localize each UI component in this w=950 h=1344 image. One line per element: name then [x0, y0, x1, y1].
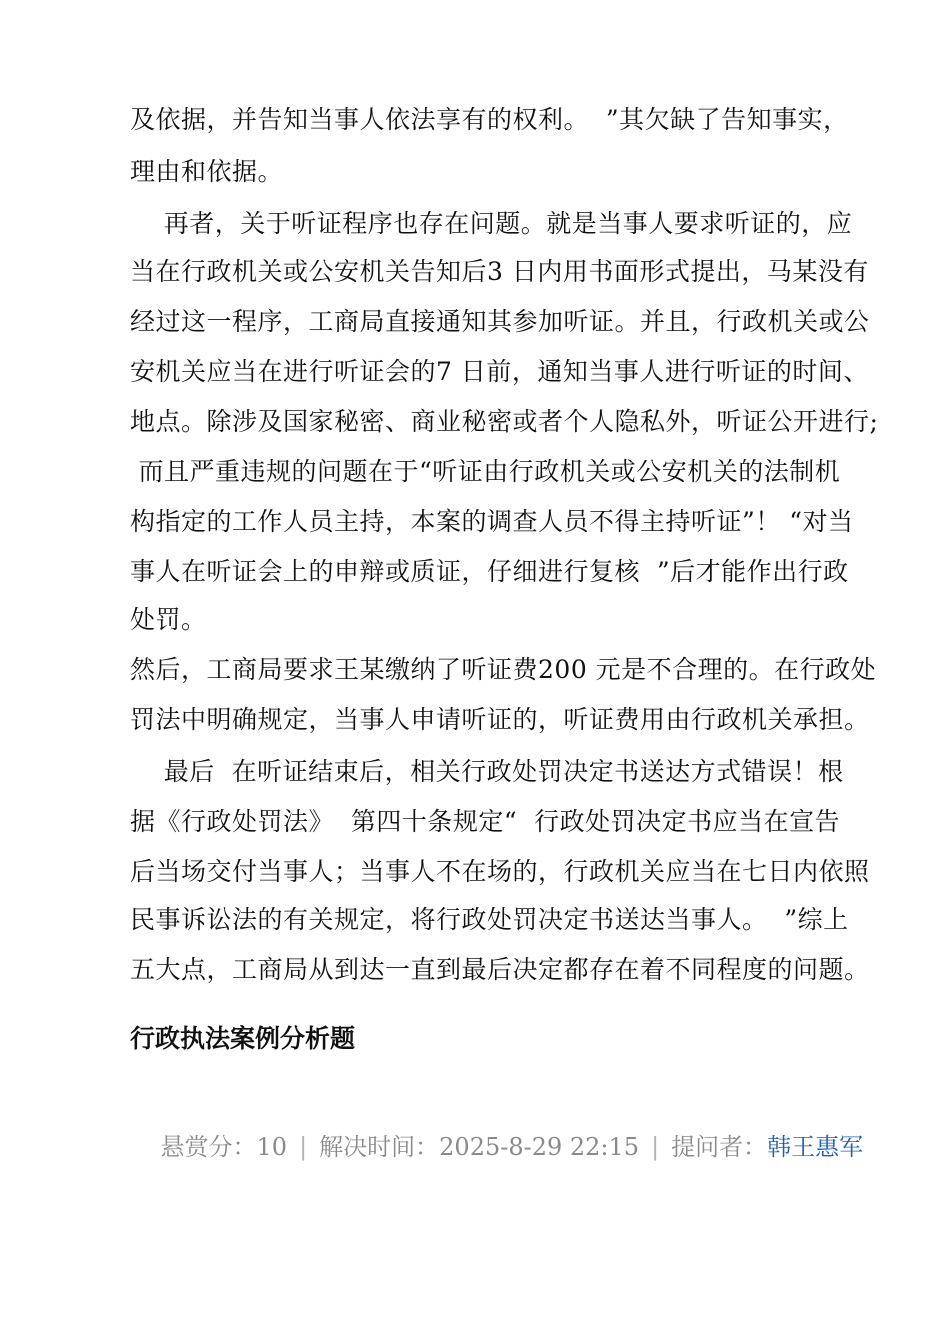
- body-line: 事人在听证会上的申辩或质证，仔细进行复核 ”后才能作出行政: [130, 557, 849, 586]
- body-line: 地点。除涉及国家秘密、商业秘密或者个人隐私外，听证公开进行;: [130, 407, 879, 436]
- body-line: 构指定的工作人员主持，本案的调查人员不得主持听证”！ “对当: [130, 507, 854, 536]
- body-line: 理由和依据。: [130, 157, 284, 186]
- body-line: 最后 在听证结束后，相关行政处罚决定书送达方式错误！根: [130, 757, 844, 786]
- body-line: 然后，工商局要求王某缴纳了听证费200 元是不合理的。在行政处: [130, 655, 877, 684]
- body-line: 当在行政机关或公安机关告知后3 日内用书面形式提出，马某没有: [130, 257, 869, 286]
- solved-time-label: 解决时间：2025-8-29 22:15: [319, 1133, 640, 1161]
- reward-label: 悬赏分：10: [160, 1133, 288, 1161]
- body-line: 而且严重违规的问题在于“听证由行政机关或公安机关的法制机: [130, 457, 841, 486]
- body-line: 据《行政处罚法》 第四十条规定“ 行政处罚决定书应当在宣告: [130, 807, 841, 836]
- asker-label: 提问者：: [671, 1133, 768, 1161]
- body-line: 安机关应当在进行听证会的7 日前，通知当事人进行听证的时间、: [130, 357, 869, 386]
- meta-separator: |: [299, 1133, 308, 1161]
- body-line: 罚法中明确规定，当事人申请听证的，听证费用由行政机关承担。: [130, 705, 870, 734]
- question-meta: [130, 1096, 863, 1198]
- meta-separator: |: [651, 1133, 660, 1161]
- body-line: 再者，关于听证程序也存在问题。就是当事人要求听证的，应: [130, 209, 853, 238]
- asker-name-link[interactable]: 韩王惠军: [767, 1133, 864, 1161]
- question-title: 行政执法案例分析题: [130, 1024, 356, 1053]
- body-line: 经过这一程序，工商局直接通知其参加听证。并且，行政机关或公: [130, 307, 870, 336]
- body-line: 及依据，并告知当事人依法享有的权利。 ”其欠缺了告知事实，: [130, 105, 849, 134]
- body-line: 民事诉讼法的有关规定，将行政处罚决定书送达当事人。 ”综上: [130, 905, 849, 934]
- body-line: 五大点，工商局从到达一直到最后决定都存在着不同程度的问题。: [130, 955, 870, 984]
- body-line: 后当场交付当事人；当事人不在场的，行政机关应当在七日内依照: [130, 857, 870, 886]
- body-line: 处罚。: [130, 605, 207, 634]
